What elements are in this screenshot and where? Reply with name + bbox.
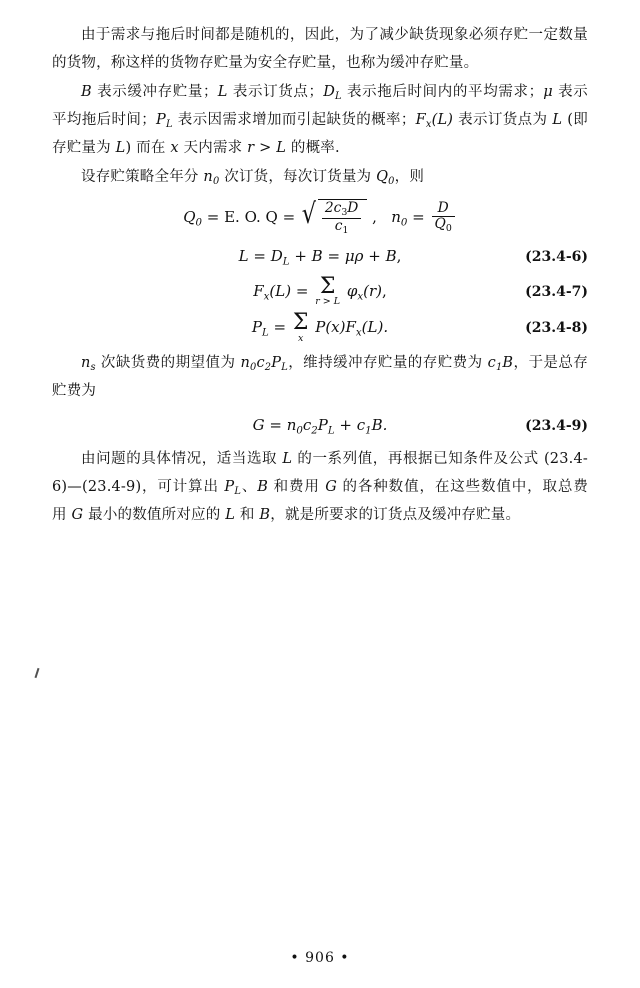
symbol-n0c2PL: $n_0c_2P_L$ bbox=[240, 355, 288, 374]
eq-q0-eq: = E. O. Q = bbox=[206, 207, 296, 226]
eq-q0-fraction-2: $\frac{D}{Q_0}$ bbox=[432, 201, 455, 235]
eq-q0-lhs: $Q_0$ bbox=[183, 207, 202, 228]
symbol-PL: $P_L$ bbox=[155, 111, 173, 130]
equation-23-4-6 bbox=[52, 244, 588, 270]
equation-23-4-9 bbox=[52, 413, 588, 439]
eq-q0-fraction: $\frac{2c_3D}{c_1}$ bbox=[322, 201, 362, 237]
page-number: • 906 • bbox=[290, 950, 350, 966]
eq-q0-n0: $n_0$ bbox=[391, 207, 408, 228]
sqrt-icon: √ $\frac{2c_3D}{c_1}$ bbox=[300, 199, 367, 237]
symbol-PL2: $P_L$ bbox=[224, 478, 242, 498]
scan-artifact-mark bbox=[35, 668, 40, 678]
symbol-mu: μ bbox=[543, 83, 553, 100]
equation-23-4-8-body: $P_L$ = Σ x $P(x)F_x(L)$. bbox=[251, 310, 389, 344]
summation-icon: Σ r > L bbox=[315, 273, 341, 307]
symbol-B2: B bbox=[257, 478, 269, 495]
equation-23-4-6-body: $L = D_L + B = \mu\rho + B$, bbox=[238, 246, 402, 267]
equation-23-4-8 bbox=[52, 310, 588, 344]
symbol-L4: L bbox=[282, 451, 293, 468]
summation-icon-2: Σ x bbox=[292, 310, 309, 344]
symbol-B: B bbox=[81, 83, 92, 100]
symbol-Q0: $Q_0$ bbox=[376, 168, 395, 187]
equation-23-4-7 bbox=[52, 273, 588, 307]
eq-q0-n-eq: = bbox=[412, 207, 425, 226]
symbol-x: x bbox=[170, 139, 179, 156]
equation-tag-23-4-6: (23.4-6) bbox=[525, 248, 588, 265]
symbol-n0: $n_0$ bbox=[203, 168, 220, 187]
symbol-G: G bbox=[325, 478, 338, 495]
equation-23-4-7-body: $F_x(L)$ = Σ r > L $\varphi_x(r)$, bbox=[253, 273, 387, 307]
symbol-L3: L bbox=[115, 139, 126, 156]
symbol-DL: $D_L$ bbox=[323, 83, 342, 102]
paragraph-3: 设存贮策略全年分 $n_0$ 次订货，每次订货量为 $Q_0$，则 bbox=[81, 168, 425, 187]
equation-block-q0 bbox=[52, 196, 588, 344]
eq-q0-comma: , bbox=[372, 207, 377, 226]
symbol-c1B: $c_1B$ bbox=[487, 355, 514, 374]
paragraph-1: 由于需求与拖后时间都是随机的，因此，为了减少缺货现象必须存贮一定数量的货物，称这样的货物存贮量为安全存贮量，也称为缓冲存贮量。 bbox=[52, 27, 588, 71]
equation-23-4-9-body: $G = n_0c_2P_L + c_1B$. bbox=[252, 415, 388, 437]
equation-tag-23-4-7: (23.4-7) bbox=[525, 283, 588, 300]
equation-block-g bbox=[52, 413, 588, 439]
symbol-L5: L bbox=[225, 506, 236, 523]
paragraph-5: 由问题的具体情况，适当选取 L 的一系列值，再根据已知条件及公式 (23.4-6)—(23.4-9)，可计算出 $P_L$、B 和费用 G 的各种数值，在这些数值中，取总费用 G 最小的数值所对应的 L 和 B，就是所要求的订货点及缓冲存贮量。 bbox=[52, 451, 589, 523]
symbol-B3: B bbox=[259, 506, 271, 523]
paragraph-4: $n_s$ 次缺货费的期望值为 $n_0c_2P_L$，维持缓冲存贮量的存贮费为 $c_1B$，于是总存贮费为 bbox=[52, 355, 589, 400]
paragraph-2: B 表示缓冲存贮量；L 表示订货点；$D_L$ 表示拖后时间内的平均需求；μ 表示平均拖后时间；$P_L$ 表示因需求增加而引起缺货的概率；$F_x(L)$ 表示订货点为 L (即存贮量为 L) 而在 x 天内需求 r > L 的概率. bbox=[52, 83, 588, 156]
equation-tag-23-4-9: (23.4-9) bbox=[525, 418, 588, 435]
equation-q0 bbox=[52, 196, 588, 237]
symbol-L: L bbox=[217, 83, 228, 100]
equation-q0-body bbox=[183, 196, 457, 237]
symbol-ns: $n_s$ bbox=[81, 355, 96, 374]
equation-tag-23-4-8: (23.4-8) bbox=[525, 320, 588, 337]
symbol-L2: L bbox=[552, 111, 563, 128]
symbol-G2: G bbox=[71, 506, 84, 523]
symbol-r-gt-L: r > L bbox=[247, 139, 287, 156]
symbol-FxL: $F_x(L)$ bbox=[415, 111, 454, 130]
